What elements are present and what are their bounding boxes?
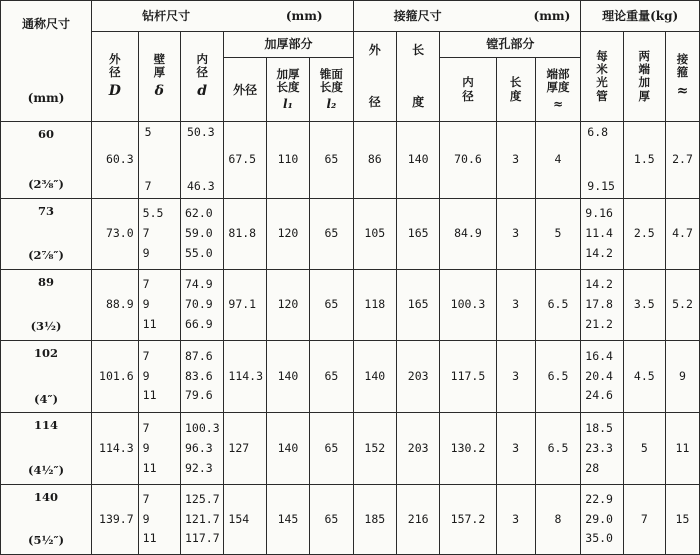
- weight-both-ends-cell: 3.5: [623, 269, 665, 340]
- coupling-label: 接箍尺寸: [393, 8, 442, 23]
- bore-len-cell: 3: [496, 485, 535, 555]
- bore-end-cell: 6.5: [535, 413, 581, 485]
- coupling-len-cell: 140: [396, 122, 439, 199]
- nominal-size-mm: 114: [34, 418, 59, 433]
- inner-diameter-cell-value: 83.6: [185, 368, 213, 383]
- taper-len-cell: 65: [310, 485, 353, 555]
- wall-thickness-cell-value: 11: [142, 531, 157, 546]
- nominal-size-inch: (4″): [34, 391, 59, 406]
- weight-coupling-cell: 9: [665, 340, 699, 413]
- bore-end-cell: 4: [535, 122, 581, 199]
- thick-od-cell: 97.1: [224, 269, 266, 340]
- coupling-len-header: [396, 31, 439, 121]
- weight-per-meter-cell-value: 14.2: [585, 276, 613, 291]
- bore-header: 镗孔部分: [440, 31, 581, 58]
- wall-thickness-cell-value: 7: [142, 348, 150, 363]
- weight-coupling-cell: 5.2: [665, 269, 699, 340]
- thickened-header: 加厚部分: [224, 31, 353, 58]
- wall-header: [138, 31, 180, 121]
- weight-per-meter-cell-value: 22.9: [585, 491, 613, 506]
- weight-per-meter-cell-value: 28: [585, 460, 600, 475]
- coupling-len-b: 度: [412, 95, 425, 110]
- nominal-size-inch: (2⅞″): [28, 247, 64, 262]
- weight-per-meter-cell-value: 16.4: [585, 348, 613, 363]
- nominal-size-mm: 60: [38, 127, 55, 142]
- weight-coupling-cell: 2.7: [665, 122, 699, 199]
- bore-end-symbol: ≈: [552, 97, 564, 112]
- weight-per-meter-cell-value: 35.0: [585, 531, 613, 546]
- coupling-od-cell: 185: [353, 485, 396, 555]
- inner-diameter-cell-value: 59.0: [185, 225, 213, 240]
- bore-id-label: 内径: [462, 75, 474, 103]
- coupling-unit: (mm): [533, 8, 571, 23]
- weight-both-ends-cell: 5: [623, 413, 665, 485]
- taper-len-cell: 65: [310, 122, 353, 199]
- inner-diameter-cell-value: 117.7: [185, 531, 220, 546]
- bore-id-cell: 117.5: [440, 340, 496, 413]
- inner-diameter-cell-value: 92.3: [185, 460, 213, 475]
- wall-thickness-cell: [138, 340, 180, 413]
- nominal-size-inch: (2⅜″): [28, 177, 64, 192]
- taper-len-cell: 65: [310, 198, 353, 269]
- nominal-size-cell: [1, 269, 92, 340]
- od-symbol: D: [108, 82, 121, 99]
- taper-len-cell: 65: [310, 269, 353, 340]
- inner-diameter-cell-value: 74.9: [185, 276, 213, 291]
- weight-both-ends-cell: 1.5: [623, 122, 665, 199]
- coupling-len-cell: 165: [396, 269, 439, 340]
- coupling-len-cell: 203: [396, 340, 439, 413]
- thick-len-cell: 145: [266, 485, 309, 555]
- bore-end-label: 端部厚度: [546, 66, 570, 94]
- coupling-weight-label: 接箍: [676, 52, 689, 80]
- inner-diameter-cell: [181, 340, 224, 413]
- weight-per-meter-cell-value: 9.15: [587, 179, 615, 194]
- coupling-header: [353, 1, 581, 32]
- inner-diameter-cell-value: 46.3: [187, 179, 215, 194]
- nominal-size-mm: 73: [38, 203, 55, 218]
- inner-diameter-cell: [181, 198, 224, 269]
- rod-od-cell: 60.3: [92, 122, 139, 199]
- nominal-size-inch: (3½): [30, 318, 62, 333]
- bore-id-cell: 100.3: [440, 269, 496, 340]
- wall-thickness-cell-value: 5.5: [142, 206, 164, 221]
- taper-len-header: [310, 58, 353, 122]
- coupling-len-cell: 203: [396, 413, 439, 485]
- weight-per-meter-cell: [581, 485, 623, 555]
- bore-end-cell: 5: [535, 198, 581, 269]
- weight-per-meter-cell-value: 6.8: [587, 125, 609, 140]
- bore-len-cell: 3: [496, 122, 535, 199]
- weight-both-ends-cell: 2.5: [623, 198, 665, 269]
- coupling-od-header: [353, 31, 396, 121]
- weight-both-ends-cell: 7: [623, 485, 665, 555]
- table-row: [1, 198, 700, 269]
- coupling-weight-symbol: ≈: [676, 82, 689, 99]
- weight-per-meter-cell: [581, 340, 623, 413]
- bore-end-cell: 6.5: [535, 269, 581, 340]
- wall-symbol: δ: [154, 82, 164, 99]
- weight-per-meter-cell-value: 21.2: [585, 316, 613, 331]
- wall-thickness-cell-value: 7: [142, 225, 150, 240]
- nominal-size-cell: [1, 198, 92, 269]
- rod-od-cell: 114.3: [92, 413, 139, 485]
- wall-thickness-cell: [138, 485, 180, 555]
- thick-od-cell: 67.5: [224, 122, 266, 199]
- rod-od-cell: 73.0: [92, 198, 139, 269]
- nominal-size-unit: (mm): [27, 90, 65, 105]
- weight-header: 理论重量(kg): [581, 1, 700, 32]
- wall-thickness-cell-value: 7: [142, 421, 150, 436]
- coupling-od-cell: 152: [353, 413, 396, 485]
- wall-thickness-cell-value: 11: [142, 460, 157, 475]
- inner-diameter-cell-value: 96.3: [185, 440, 213, 455]
- nominal-size-cell: [1, 122, 92, 199]
- wall-thickness-cell-value: 11: [142, 388, 157, 403]
- weight-coupling-cell: 4.7: [665, 198, 699, 269]
- bore-len-cell: 3: [496, 269, 535, 340]
- thick-od-cell: 81.8: [224, 198, 266, 269]
- coupling-len-cell: 165: [396, 198, 439, 269]
- nominal-size-inch: (5½″): [28, 533, 65, 548]
- taper-len-symbol: l₂: [326, 97, 337, 112]
- nominal-size-inch: (4½″): [28, 463, 65, 478]
- thick-od-cell: 114.3: [224, 340, 266, 413]
- bore-len-cell: 3: [496, 340, 535, 413]
- wall-thickness-cell-value: 7: [142, 276, 150, 291]
- thick-od-cell: 127: [224, 413, 266, 485]
- coupling-od-b: 径: [368, 95, 381, 110]
- nominal-size-cell: [1, 413, 92, 485]
- od-header: [92, 31, 139, 121]
- wall-label: 壁厚: [153, 52, 166, 80]
- table-row: [1, 413, 700, 485]
- per-meter-label: 每米光管: [596, 48, 608, 103]
- thick-len-symbol: l₁: [283, 97, 293, 112]
- taper-len-cell: 65: [310, 340, 353, 413]
- nominal-size-cell: [1, 340, 92, 413]
- id-label: 内径: [196, 52, 208, 80]
- rod-od-cell: 101.6: [92, 340, 139, 413]
- bore-id-cell: 157.2: [440, 485, 496, 555]
- coupling-weight-header: [665, 31, 699, 121]
- inner-diameter-cell-value: 66.9: [185, 316, 213, 331]
- thick-len-label: 加厚长度: [276, 66, 300, 94]
- inner-diameter-cell-value: 62.0: [185, 206, 213, 221]
- nominal-size-mm: 140: [34, 490, 59, 505]
- drill-rod-header: [92, 1, 354, 32]
- bore-len-header: [496, 58, 535, 122]
- inner-diameter-cell-value: 125.7: [185, 491, 220, 506]
- both-ends-header: [623, 31, 665, 121]
- weight-both-ends-cell: 4.5: [623, 340, 665, 413]
- nominal-size-cell: [1, 485, 92, 555]
- thick-od-header: 外径: [224, 58, 266, 122]
- coupling-od-cell: 118: [353, 269, 396, 340]
- inner-diameter-cell-value: 121.7: [185, 511, 220, 526]
- wall-thickness-cell: [138, 198, 180, 269]
- bore-end-cell: 6.5: [535, 340, 581, 413]
- inner-diameter-cell: [181, 413, 224, 485]
- inner-diameter-cell: [181, 485, 224, 555]
- drill-rod-label: 钻杆尺寸: [142, 8, 191, 23]
- coupling-od-a: 外: [368, 43, 381, 58]
- thick-len-cell: 140: [266, 413, 309, 485]
- nominal-size-mm: 102: [34, 345, 59, 360]
- thick-len-cell: 120: [266, 269, 309, 340]
- wall-thickness-cell-value: 11: [142, 316, 157, 331]
- inner-diameter-cell-value: 87.6: [185, 348, 213, 363]
- weight-coupling-cell: 15: [665, 485, 699, 555]
- table-row: [1, 269, 700, 340]
- rod-od-cell: 139.7: [92, 485, 139, 555]
- thick-len-cell: 120: [266, 198, 309, 269]
- wall-thickness-cell-value: 7: [142, 491, 150, 506]
- per-meter-header: [581, 31, 623, 121]
- table-row: [1, 340, 700, 413]
- wall-thickness-cell-value: 9: [142, 245, 150, 260]
- wall-thickness-cell: [138, 413, 180, 485]
- wall-thickness-cell-value: 7: [144, 179, 152, 194]
- nominal-size-mm: 89: [38, 274, 55, 289]
- inner-diameter-cell-value: 100.3: [185, 421, 220, 436]
- inner-diameter-cell: [181, 269, 224, 340]
- table-header: [1, 1, 700, 122]
- taper-len-label: 锥面长度: [319, 66, 343, 94]
- wall-thickness-cell-value: 9: [142, 440, 150, 455]
- drill-rod-unit: (mm): [285, 8, 323, 23]
- bore-len-cell: 3: [496, 198, 535, 269]
- wall-thickness-cell-value: 5: [144, 125, 152, 140]
- weight-per-meter-cell: [581, 269, 623, 340]
- table-row: [1, 122, 700, 199]
- table-row: [1, 485, 700, 555]
- thick-len-cell: 110: [266, 122, 309, 199]
- weight-per-meter-cell-value: 14.2: [585, 245, 613, 260]
- bore-len-label: 长度: [509, 75, 522, 103]
- bore-id-header: [440, 58, 496, 122]
- bore-id-cell: 70.6: [440, 122, 496, 199]
- wall-thickness-cell: [138, 269, 180, 340]
- table-body: [1, 122, 700, 555]
- bore-end-cell: 8: [535, 485, 581, 555]
- weight-per-meter-cell-value: 24.6: [585, 388, 613, 403]
- wall-thickness-cell-value: 9: [142, 296, 150, 311]
- both-ends-label: 两端加厚: [638, 48, 651, 103]
- bore-id-cell: 84.9: [440, 198, 496, 269]
- weight-per-meter-cell-value: 20.4: [585, 368, 613, 383]
- nominal-size-label: 通称尺寸: [22, 17, 71, 32]
- coupling-len-a: 长: [412, 43, 425, 58]
- inner-diameter-cell: [181, 122, 224, 199]
- coupling-od-cell: 140: [353, 340, 396, 413]
- thick-len-cell: 140: [266, 340, 309, 413]
- wall-thickness-cell: [138, 122, 180, 199]
- weight-per-meter-cell: [581, 413, 623, 485]
- inner-diameter-cell-value: 50.3: [187, 125, 215, 140]
- weight-per-meter-cell-value: 9.16: [585, 206, 613, 221]
- coupling-od-cell: 86: [353, 122, 396, 199]
- coupling-od-cell: 105: [353, 198, 396, 269]
- bore-id-cell: 130.2: [440, 413, 496, 485]
- taper-len-cell: 65: [310, 413, 353, 485]
- id-header: [181, 31, 224, 121]
- wall-thickness-cell-value: 9: [142, 511, 150, 526]
- weight-per-meter-cell-value: 17.8: [585, 296, 613, 311]
- rod-od-cell: 88.9: [92, 269, 139, 340]
- wall-thickness-cell-value: 9: [142, 368, 150, 383]
- weight-per-meter-cell-value: 23.3: [585, 440, 613, 455]
- id-symbol: d: [197, 82, 208, 99]
- thick-len-header: [266, 58, 309, 122]
- od-label: 外径: [109, 52, 121, 80]
- weight-per-meter-cell-value: 18.5: [585, 421, 613, 436]
- bore-end-header: [535, 58, 581, 122]
- weight-per-meter-cell-value: 29.0: [585, 511, 613, 526]
- weight-per-meter-cell-value: 11.4: [585, 225, 613, 240]
- weight-per-meter-cell: [581, 122, 623, 199]
- weight-coupling-cell: 11: [665, 413, 699, 485]
- inner-diameter-cell-value: 79.6: [185, 388, 213, 403]
- coupling-len-cell: 216: [396, 485, 439, 555]
- weight-per-meter-cell: [581, 198, 623, 269]
- nominal-size-header: [1, 1, 92, 122]
- inner-diameter-cell-value: 70.9: [185, 296, 213, 311]
- thick-od-cell: 154: [224, 485, 266, 555]
- inner-diameter-cell-value: 55.0: [185, 245, 213, 260]
- bore-len-cell: 3: [496, 413, 535, 485]
